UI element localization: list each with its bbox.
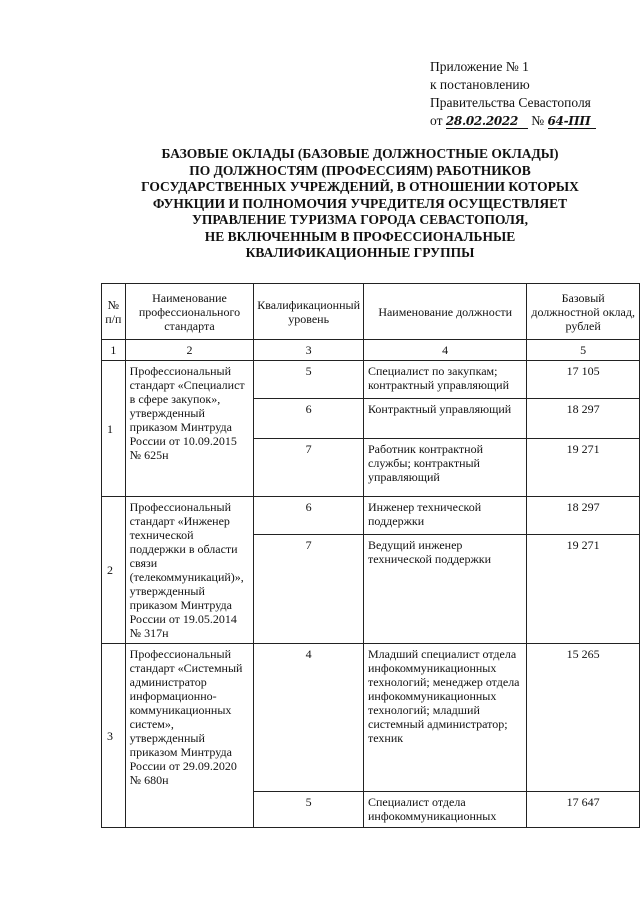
title-line-4: ФУНКЦИИ И ПОЛНОМОЧИЯ УЧРЕДИТЕЛЯ ОСУЩЕСТВЛЯЕТ xyxy=(152,195,568,211)
handwritten-date: 28.02.2022 xyxy=(445,114,519,128)
row-number: 3 xyxy=(102,644,126,828)
base-salary: 18 297 xyxy=(527,399,640,439)
title-line-5: УПРАВЛЕНИЕ ТУРИЗМА ГОРОДА СЕВАСТОПОЛЯ, xyxy=(192,212,528,227)
col-number-2: 2 xyxy=(125,340,254,361)
salary-table xyxy=(101,283,640,828)
title-line-6: НЕ ВКЛЮЧЕННЫМ В ПРОФЕССИОНАЛЬНЫЕ xyxy=(204,228,516,244)
col-number-5: 5 xyxy=(527,340,640,361)
from-prefix: от xyxy=(430,113,443,128)
base-salary: 18 297 xyxy=(527,497,640,535)
header-level: Квалификационный уровень xyxy=(254,284,364,340)
title-line-2: ПО ДОЛЖНОСТЯМ (ПРОФЕССИЯМ) РАБОТНИКОВ xyxy=(189,162,531,178)
appendix-line-3: Правительства Севастополя xyxy=(430,95,591,110)
col-number-3: 3 xyxy=(254,340,364,361)
row-number: 1 xyxy=(102,361,126,497)
header-salary: Базовый должностной оклад, рублей xyxy=(527,284,640,340)
handwritten-number: 64-ПП xyxy=(547,114,591,128)
position-name: Работник контрактной службы; контрактный управляющий xyxy=(364,439,527,497)
base-salary: 15 265 xyxy=(527,644,640,792)
document-title xyxy=(100,146,620,262)
qualification-level: 6 xyxy=(254,399,364,439)
professional-standard: Профессиональный стандарт «Системный администратор информационно-коммуникационных систем», утвержденный приказом Минтруда России от 29.09.2020 № 680н xyxy=(125,644,254,828)
col-number-4: 4 xyxy=(364,340,527,361)
appendix-date-line xyxy=(430,112,630,130)
position-name: Младший специалист отдела инфокоммуникационных технологий; менеджер отдела инфокоммуникационных технологий; младший системный администратор; техник xyxy=(364,644,527,792)
header-row xyxy=(102,284,640,340)
title-line-3: ГОСУДАРСТВЕННЫХ УЧРЕЖДЕНИЙ, В ОТНОШЕНИИ КОТОРЫХ xyxy=(141,179,579,194)
base-salary: 17 647 xyxy=(527,792,640,828)
position-name: Контрактный управляющий xyxy=(364,399,527,439)
col-number-1: 1 xyxy=(102,340,126,361)
header-position: Наименование должности xyxy=(364,284,527,340)
table-row xyxy=(102,361,640,399)
appendix-line-2: к постановлению xyxy=(430,77,530,92)
title-line-1: БАЗОВЫЕ ОКЛАДЫ (БАЗОВЫЕ ДОЛЖНОСТНЫЕ ОКЛАДЫ) xyxy=(161,146,559,161)
position-name: Специалист отдела инфокоммуникационных xyxy=(364,792,527,828)
base-salary: 19 271 xyxy=(527,439,640,497)
title-line-7: КВАЛИФИКАЦИОННЫЕ ГРУППЫ xyxy=(245,245,475,260)
column-numbers-row xyxy=(102,340,640,361)
qualification-level: 7 xyxy=(254,439,364,497)
qualification-level: 5 xyxy=(254,792,364,828)
position-name: Специалист по закупкам; контрактный управляющий xyxy=(364,361,527,399)
row-number: 2 xyxy=(102,497,126,644)
number-prefix: № xyxy=(531,113,545,128)
header-number: № п/п xyxy=(102,284,126,340)
base-salary: 17 105 xyxy=(527,361,640,399)
position-name: Инженер технической поддержки xyxy=(364,497,527,535)
appendix-block xyxy=(430,58,630,130)
qualification-level: 5 xyxy=(254,361,364,399)
base-salary: 19 271 xyxy=(527,535,640,644)
header-standard: Наименование профессионального стандарта xyxy=(125,284,254,340)
qualification-level: 6 xyxy=(254,497,364,535)
qualification-level: 4 xyxy=(254,644,364,792)
table-row xyxy=(102,497,640,535)
position-name: Ведущий инженер технической поддержки xyxy=(364,535,527,644)
professional-standard: Профессиональный стандарт «Специалист в сфере закупок», утвержденный приказом Минтруда России от 10.09.2015 № 625н xyxy=(125,361,254,497)
qualification-level: 7 xyxy=(254,535,364,644)
table-row xyxy=(102,644,640,792)
appendix-line-1: Приложение № 1 xyxy=(430,59,529,74)
professional-standard: Профессиональный стандарт «Инженер технической поддержки в области связи (телекоммуникаций)», утвержденный приказом Минтруда России от 19.05.2014 № 317н xyxy=(125,497,254,644)
